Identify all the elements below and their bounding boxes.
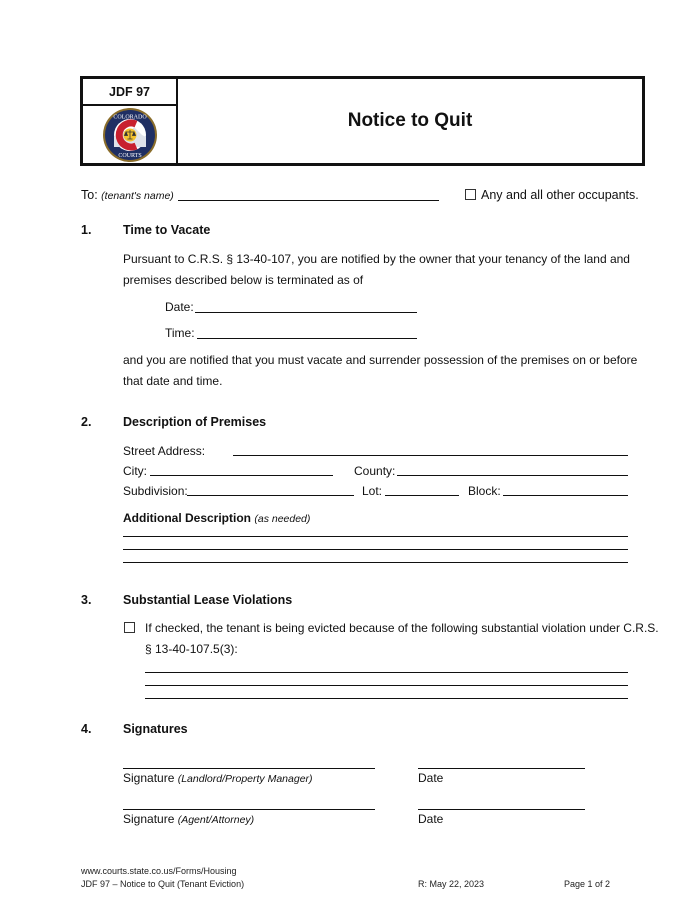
additional-description-label: Additional Description (as needed) [123,511,311,525]
violation-line-1[interactable] [145,672,628,673]
section-4-title: Signatures [123,722,188,736]
svg-text:COLORADO: COLORADO [112,114,147,120]
form-id: JDF 97 [83,79,176,106]
landlord-date-field[interactable] [418,768,585,769]
other-occupants-label: Any and all other occupants. [481,188,639,202]
additional-description-line-2[interactable] [123,549,628,550]
agent-signature-label: Signature (Agent/Attorney) [123,812,255,826]
footer-url: www.courts.state.co.us/Forms/Housing [81,866,237,876]
agent-date-label: Date [418,812,444,826]
violation-line-2[interactable] [145,685,628,686]
lease-violation-line2: § 13-40-107.5(3): [145,642,238,656]
section-2-title: Description of Premises [123,415,267,429]
form-id-column [83,79,178,163]
block-label: Block: [468,484,501,498]
section-1-intro-line1: Pursuant to C.R.S. § 13-40-107, you are notified by the owner that your tenancy of the land and [123,252,630,266]
time-label: Time: [165,326,195,340]
street-address-label: Street Address: [123,444,206,458]
section-4-number: 4. [81,722,92,736]
landlord-signature-field[interactable] [123,768,375,769]
county-label: County: [354,464,396,478]
street-address-field[interactable] [233,455,628,456]
lease-violation-line1: If checked, the tenant is being evicted because of the following substantial violation under C.R.S. [145,621,659,635]
tenant-name-field[interactable] [178,200,439,201]
section-1-intro-line2: premises described below is terminated as of [123,273,364,287]
lot-label: Lot: [362,484,383,498]
colorado-courts-seal-icon [102,107,158,163]
city-field[interactable] [150,475,333,476]
subdivision-label: Subdivision: [123,484,188,498]
lease-violation-checkbox[interactable] [124,622,135,633]
section-2-number: 2. [81,415,92,429]
title-cell [178,79,642,163]
form-header [80,76,645,166]
additional-description-hint: (as needed) [254,513,311,525]
agent-date-field[interactable] [418,809,585,810]
footer-page-number: Page 1 of 2 [564,879,611,889]
lot-field[interactable] [385,495,459,496]
page-title: Notice to Quit [347,110,473,131]
time-field[interactable] [197,338,417,339]
to-label: To: (tenant's name) [81,188,174,202]
section-1-title: Time to Vacate [123,223,211,237]
date-label: Date: [165,300,194,314]
block-field[interactable] [503,495,628,496]
tenant-name-hint: (tenant's name) [101,190,174,202]
seal-cell [83,106,176,163]
city-label: City: [123,464,147,478]
section-1-closing-line1: and you are notified that you must vacate and surrender possession of the premises on or before [123,353,638,367]
additional-description-line-3[interactable] [123,562,628,563]
svg-text:COURTS: COURTS [117,152,142,159]
section-1-number: 1. [81,223,92,237]
subdivision-field[interactable] [187,495,354,496]
date-field[interactable] [195,312,417,313]
agent-signature-field[interactable] [123,809,375,810]
other-occupants-checkbox[interactable] [465,189,476,200]
section-1-closing-line2: that date and time. [123,374,223,388]
footer-revision: R: May 22, 2023 [418,879,485,889]
violation-line-3[interactable] [145,698,628,699]
landlord-date-label: Date [418,771,444,785]
additional-description-line-1[interactable] [123,536,628,537]
county-field[interactable] [397,475,628,476]
section-3-title: Substantial Lease Violations [123,593,293,607]
landlord-signature-label: Signature (Landlord/Property Manager) [123,771,313,785]
section-3-number: 3. [81,593,92,607]
footer-form-desc: JDF 97 – Notice to Quit (Tenant Eviction) [81,879,245,889]
